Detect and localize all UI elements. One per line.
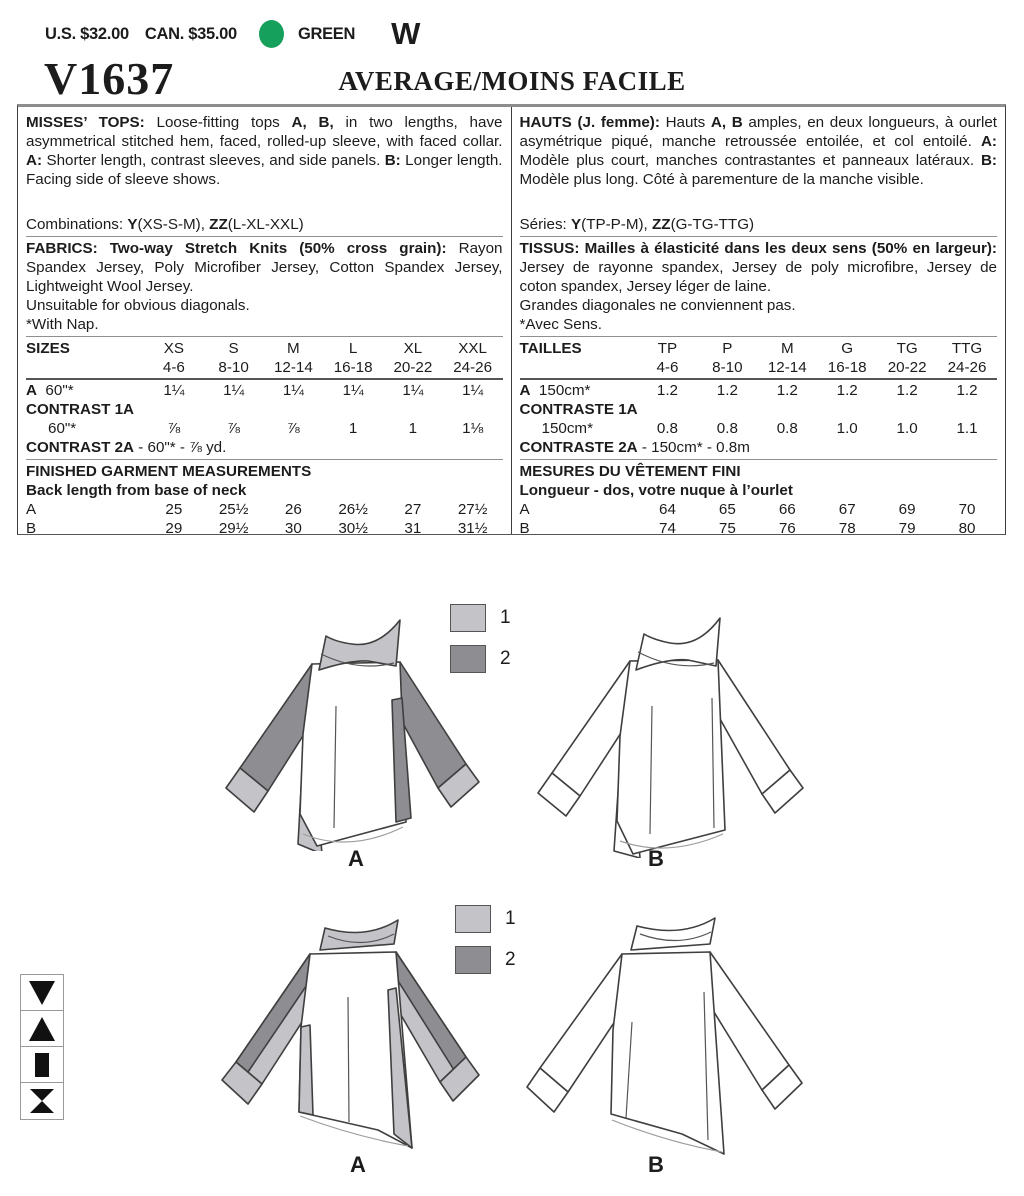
size-range: 4-6 [656, 359, 679, 376]
size-col-header: TP [657, 340, 678, 357]
view-b-back-drawing [512, 902, 822, 1164]
view-a-back-drawing [198, 902, 498, 1152]
measurement-value: 75 [718, 520, 736, 537]
measurement-value: 74 [659, 520, 676, 537]
legend-row-fabric1 [450, 604, 511, 632]
fabric2-swatch [450, 645, 486, 673]
fabric1-number: 1 [505, 908, 516, 929]
measurement-value: 27 [404, 501, 422, 518]
measurement-value: 79 [898, 520, 916, 537]
size-range: 24-26 [947, 359, 987, 376]
hourglass-mark-icon [21, 1083, 63, 1119]
finished-row-a-fr [520, 500, 998, 519]
view-a-back-label: A [350, 1152, 366, 1177]
size-range-row-en [26, 358, 503, 377]
yardage-value: 1¼ [282, 382, 304, 399]
finished-row-a-en [26, 500, 503, 519]
yardage-value: 1.2 [836, 382, 858, 399]
view-b-front-label: B [648, 846, 664, 871]
combinations-fr: Séries: Y(TP-P-M), ZZ(G-TG-TTG) [519, 216, 755, 233]
header-price-row [45, 16, 421, 51]
divider [520, 336, 998, 337]
yardage-value: 1.0 [896, 420, 918, 437]
fabric2-swatch [455, 946, 491, 974]
yardage-value: 1.2 [776, 382, 798, 399]
rectangle-mark-icon [21, 1047, 63, 1083]
yardage-value: 0.8 [656, 420, 679, 437]
size-range: 8-10 [712, 359, 743, 376]
size-range: 12-14 [767, 359, 807, 376]
contrast1-row-en [26, 419, 503, 438]
unsuitable-note-en: Unsuitable for obvious diagonals. [26, 297, 250, 314]
yardage-value: ⅞ [227, 420, 240, 437]
fabric-width: 60"* [48, 420, 77, 437]
view-b-back-label: B [648, 1152, 664, 1177]
measurement-value: 26½ [338, 501, 368, 518]
measurement-value: 65 [718, 501, 736, 518]
divider [26, 378, 503, 380]
measurement-value: 31 [404, 520, 422, 537]
size-col-header: XS [163, 340, 184, 357]
fabric2-number: 2 [500, 648, 511, 669]
divider [26, 236, 503, 237]
yardage-value: 1.2 [656, 382, 679, 399]
size-col-header: TTG [951, 340, 983, 357]
measurement-value: 25 [165, 501, 183, 518]
finished-title-en: FINISHED GARMENT MEASUREMENTS [26, 463, 312, 480]
combinations-en: Combinations: Y(XS-S-M), ZZ(L-XL-XXL) [26, 216, 304, 233]
fabric1-swatch [450, 604, 486, 632]
printer-marks-strip [20, 974, 64, 1120]
yardage-value: 1.2 [896, 382, 918, 399]
view-letter: A [26, 501, 37, 518]
description-fr: HAUTS (J. femme): Hauts A, B amples, en deux longueurs, à ourlet asymétrique piqué, manche retroussée entoilée, et col entoilé. A: Modèle plus court, manches contrastantes et panneaux latéraux. B: Modèle plus long. Côté à parementure de la manche visible. [519, 114, 997, 188]
nap-note-fr: *Avec Sens. [519, 316, 602, 333]
fabric-legend-bottom [455, 905, 516, 974]
measurement-value: 30½ [338, 520, 368, 537]
price-canada: CAN. $35.00 [144, 24, 237, 43]
legend-row-fabric1 [455, 905, 516, 933]
divider [26, 459, 503, 460]
yardage-row-a-fr [520, 381, 998, 400]
finished-title-fr: MESURES DU VÊTEMENT FINI [519, 463, 741, 480]
size-table-header-fr [520, 339, 998, 358]
yardage-value: 1.1 [956, 420, 978, 437]
info-panel [17, 104, 1006, 535]
size-range: 24-26 [453, 359, 493, 376]
size-col-header: M [780, 340, 794, 357]
measurement-value: 29 [165, 520, 183, 537]
yardage-value: 1.2 [956, 382, 978, 399]
size-range: 20-22 [887, 359, 927, 376]
yardage-value: 1⅛ [462, 420, 484, 437]
measurement-value: 80 [958, 520, 976, 537]
english-column [18, 107, 512, 537]
yardage-value: 0.8 [716, 420, 738, 437]
measurement-value: 25½ [218, 501, 249, 518]
size-range: 16-18 [827, 359, 867, 376]
color-dot-icon [259, 20, 284, 48]
finished-subtitle-fr: Longueur - dos, votre nuque à l’ourlet [519, 482, 793, 499]
size-table-header-en [26, 339, 503, 358]
yardage-value: 1¼ [163, 382, 185, 399]
fabric1-number: 1 [500, 607, 511, 628]
legend-row-fabric2 [450, 645, 511, 673]
view-b-front-drawing [518, 606, 818, 858]
yardage-value: 1 [348, 420, 358, 437]
yardage-value: 1.0 [836, 420, 858, 437]
measurement-value: 66 [778, 501, 796, 518]
size-table-title-fr: TAILLES [519, 340, 582, 357]
size-range: 4-6 [162, 359, 185, 376]
measurement-value: 67 [838, 501, 856, 518]
size-col-header: TG [896, 340, 918, 357]
view-letter: A [26, 382, 37, 399]
measurement-value: 31½ [457, 520, 488, 537]
divider [520, 236, 998, 237]
difficulty-rating: AVERAGE/MOINS FACILE [338, 66, 686, 96]
size-range: 8-10 [218, 359, 249, 376]
yardage-value: 0.8 [776, 420, 798, 437]
yardage-value: 1¼ [223, 382, 245, 399]
view-letter: A [519, 382, 531, 399]
divider [520, 459, 998, 460]
size-range: 16-18 [333, 359, 373, 376]
unsuitable-note-fr: Grandes diagonales ne conviennent pas. [519, 297, 796, 314]
fabrics-fr: TISSUS: Mailles à élasticité dans les deux sens (50% en largeur): Jersey de rayonne spandex, Jersey de poly microfibre, Jersey de coton spandex, Jersey léger de laine. [519, 240, 997, 295]
description-en: MISSES’ TOPS: Loose-fitting tops A, B, in two lengths, have asymmetrical stitched hem, faced, rolled-up sleeve, with faced collar. A: Shorter length, contrast sleeves, and side panels. B: Longer length. Facing side of sleeve shows. [26, 114, 503, 188]
finished-row-b-fr [520, 519, 998, 538]
fabrics-en: FABRICS: Two-way Stretch Knits (50% cross grain): Rayon Spandex Jersey, Poly Microfiber Jersey, Cotton Spandex Jersey, Lightweight Wool Jersey. [26, 240, 503, 295]
pattern-number: V1637 [44, 53, 175, 104]
size-col-header: L [348, 340, 358, 357]
fabric-legend-top [450, 604, 511, 673]
size-range: 20-22 [393, 359, 433, 376]
view-letter: A [519, 501, 530, 518]
nap-note-en: *With Nap. [26, 316, 99, 333]
price-us: U.S. $32.00 [45, 24, 129, 43]
yardage-value: ⅞ [167, 420, 181, 437]
size-table-title-en: SIZES [26, 340, 70, 357]
finished-subtitle-en: Back length from base of neck [26, 482, 247, 499]
fabric2-number: 2 [505, 949, 516, 970]
size-col-header: S [228, 340, 239, 357]
fabric1-swatch [455, 905, 491, 933]
yardage-value: 1¼ [342, 382, 364, 399]
measurement-value: 30 [284, 520, 302, 537]
measurement-value: 26 [284, 501, 302, 518]
measurement-value: 29½ [218, 520, 249, 537]
contrast1-row-fr [520, 419, 998, 438]
yardage-value: 1¼ [462, 382, 484, 399]
measurement-value: 64 [659, 501, 676, 518]
yardage-value: 1.2 [716, 382, 738, 399]
view-letter: B [519, 520, 530, 537]
measurement-value: 69 [898, 501, 916, 518]
fabric-width: 150cm* [538, 382, 591, 399]
yardage-row-a-en [26, 381, 503, 400]
french-column [512, 107, 1006, 537]
color-name: GREEN [297, 24, 356, 43]
size-col-header: P [722, 340, 733, 357]
fabric-width: 60"* [45, 382, 74, 399]
view-letter: B [26, 520, 37, 537]
size-col-header: XL [403, 340, 423, 357]
contrast1-heading-en: CONTRAST 1A [26, 401, 135, 418]
contrast2-line-fr: CONTRASTE 2A - 150cm* - 0.8m [519, 439, 750, 456]
down-triangle-mark-icon [21, 975, 63, 1011]
measurement-value: 76 [778, 520, 796, 537]
contrast2-line-en: CONTRAST 2A - 60"* - ⅞ yd. [26, 439, 227, 456]
size-col-header: XXL [458, 340, 487, 357]
legend-row-fabric2 [455, 946, 516, 974]
view-a-front-label: A [348, 846, 364, 871]
up-triangle-mark-icon [21, 1011, 63, 1047]
size-group-letter: W [391, 16, 421, 51]
size-range-row-fr [520, 358, 998, 377]
contrast1-heading-fr: CONTRASTE 1A [519, 401, 638, 418]
size-range: 12-14 [273, 359, 313, 376]
fabric-width: 150cm* [541, 420, 593, 437]
measurement-value: 27½ [457, 501, 488, 518]
divider [520, 378, 998, 380]
divider [26, 336, 503, 337]
yardage-value: 1¼ [402, 382, 424, 399]
size-col-header: M [287, 340, 300, 357]
yardage-value: ⅞ [287, 420, 300, 437]
measurement-value: 70 [958, 501, 976, 518]
yardage-value: 1 [408, 420, 418, 437]
size-col-header: G [841, 340, 854, 357]
finished-row-b-en [26, 519, 503, 538]
measurement-value: 78 [838, 520, 856, 537]
